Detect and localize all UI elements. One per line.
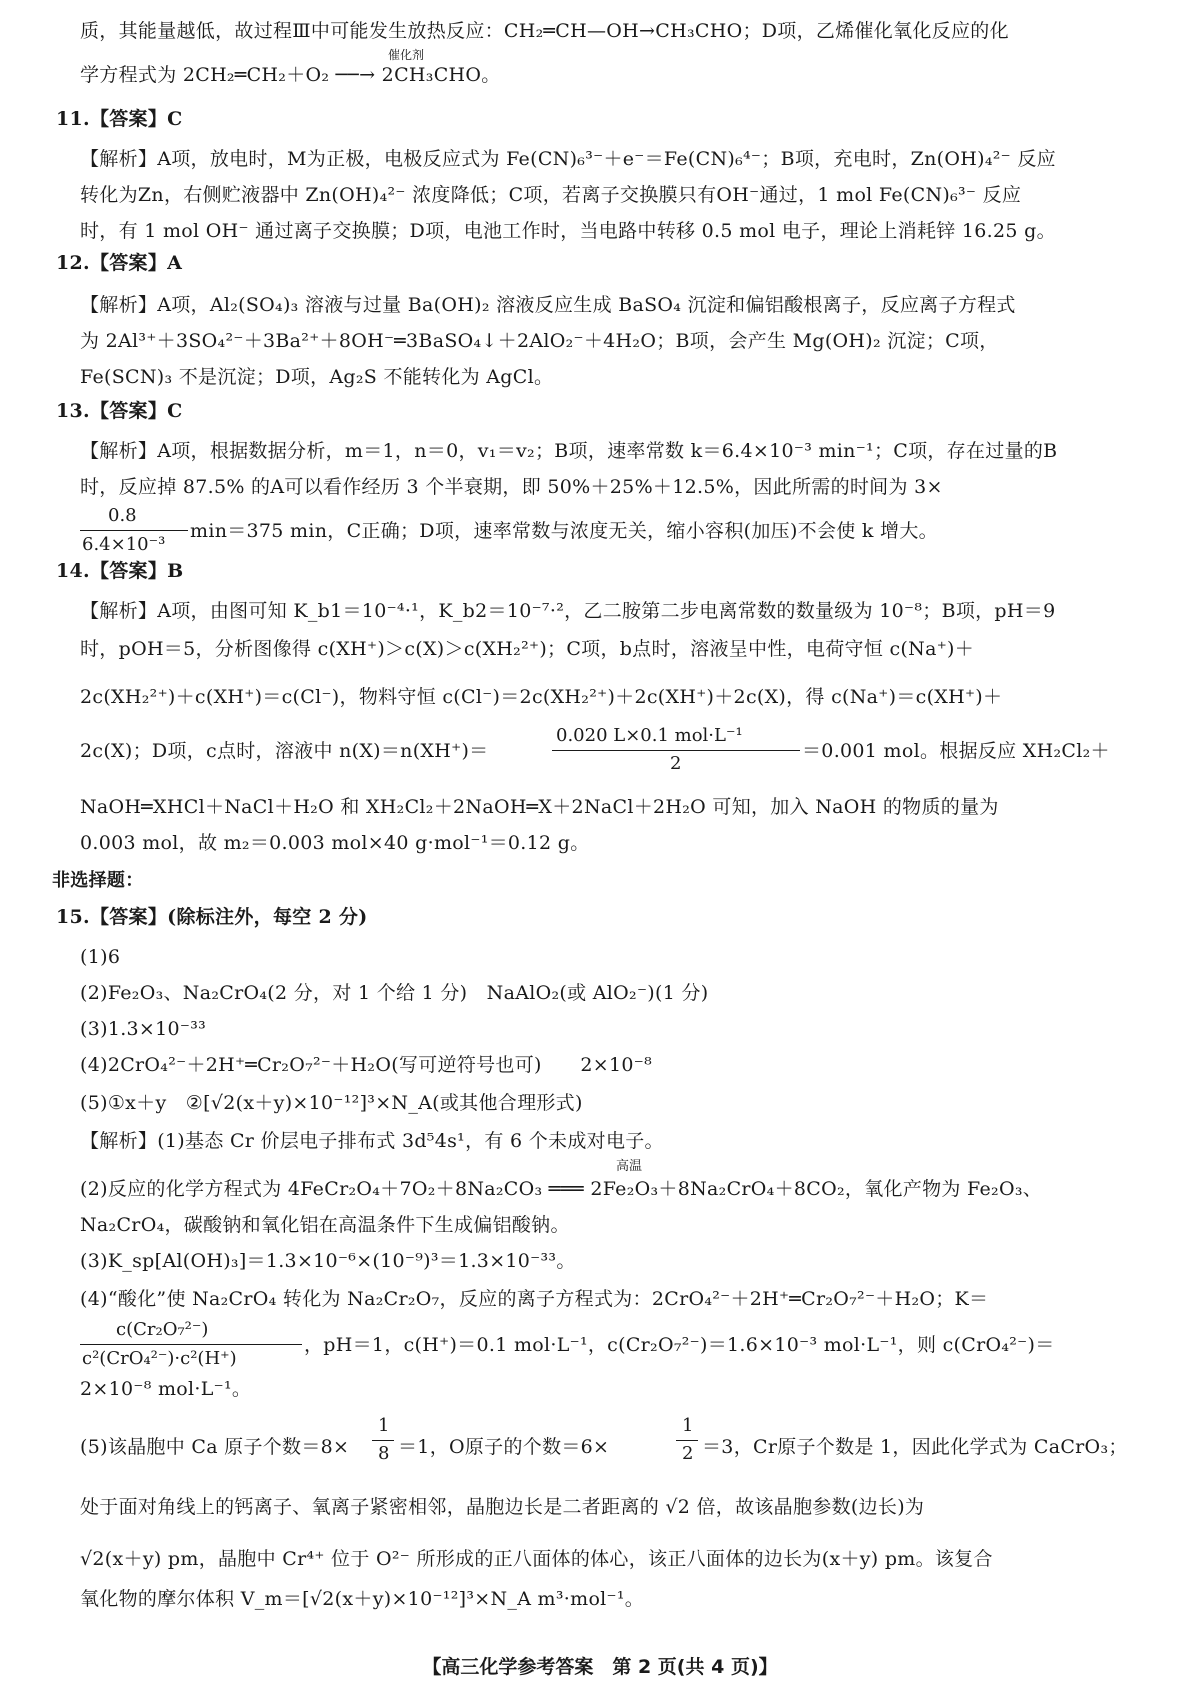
q14-analysis-line: 【解析】A项，由图可知 K_b1＝10⁻⁴·¹，K_b2＝10⁻⁷·²，乙二胺第二步电离常数的数量级为 10⁻⁸；B项，pH＝9 — [80, 600, 1056, 622]
q15-answer-item: (4)2CrO₄²⁻＋2H⁺═Cr₂O₇²⁻＋H₂O(写可逆符号也可) 2×10⁻⁸ — [80, 1054, 652, 1076]
q15-answer-item: (1)6 — [80, 946, 121, 968]
q12-analysis-line: 为 2Al³⁺＋3SO₄²⁻＋3Ba²⁺＋8OH⁻═3BaSO₄↓＋2AlO₂⁻＋4H₂O；B项，会产生 Mg(OH)₂ 沉淀；C项， — [80, 330, 999, 352]
q11-analysis-line: 【解析】A项，放电时，M为正极，电极反应式为 Fe(CN)₆³⁻＋e⁻＝Fe(CN)₆⁴⁻；B项，充电时，Zn(OH)₄²⁻ 反应 — [80, 148, 1056, 170]
q14-analysis-line: 0.003 mol，故 m₂＝0.003 mol×40 g·mol⁻¹＝0.12 g。 — [80, 832, 590, 854]
fraction-bar — [80, 1344, 302, 1345]
fraction-denominator: 2 — [670, 753, 682, 774]
q11-answer: 11.【答案】C — [56, 108, 183, 130]
q15-analysis-line: (2)反应的化学方程式为 4FeCr₂O₄＋7O₂＋8Na₂CO₃ ═══ 2Fe₂O₃＋8Na₂CrO₄＋8CO₂，氧化产物为 Fe₂O₃、 — [80, 1178, 1043, 1200]
section-heading: 非选择题： — [52, 870, 144, 891]
q12-analysis-line: Fe(SCN)₃ 不是沉淀；D项，Ag₂S 不能转化为 AgCl。 — [80, 366, 554, 388]
q13-analysis-line: min＝375 min，C正确；D项，速率常数与浓度无关，缩小容积(加压)不会使 k 增大。 — [190, 520, 938, 542]
q10-equation-line: 学方程式为 2CH₂═CH₂＋O₂ ──→ 2CH₃CHO。 — [80, 64, 501, 86]
q15-analysis-line: Na₂CrO₄，碳酸钠和氧化铝在高温条件下生成偏铝酸钠。 — [80, 1214, 570, 1236]
fraction-bar — [80, 530, 188, 531]
q15-analysis-line: ＝3，Cr原子个数是 1，因此化学式为 CaCrO₃； — [702, 1436, 1128, 1458]
q15-analysis-line: 【解析】(1)基态 Cr 价层电子排布式 3d⁵4s¹，有 6 个未成对电子。 — [80, 1130, 664, 1152]
q11-analysis-line: 时，有 1 mol OH⁻ 通过离子交换膜；D项，电池工作时，当电路中转移 0.5 mol 电子，理论上消耗锌 16.25 g。 — [80, 220, 1056, 242]
q15-answer-item: (2)Fe₂O₃、Na₂CrO₄(2 分，对 1 个给 1 分) NaAlO₂(或 AlO₂⁻)(1 分) — [80, 982, 709, 1004]
q12-answer: 12.【答案】A — [56, 252, 183, 274]
fraction-bar — [372, 1440, 394, 1441]
fraction-denominator: 6.4×10⁻³ — [82, 534, 166, 555]
q14-analysis-line: NaOH═XHCl＋NaCl＋H₂O 和 XH₂Cl₂＋2NaOH═X＋2NaCl＋2H₂O 可知，加入 NaOH 的物质的量为 — [80, 796, 999, 818]
catalyst-label: 催化剂 — [388, 48, 425, 62]
q15-answer-header: 15.【答案】(除标注外，每空 2 分) — [56, 906, 368, 928]
q15-answer-item: (5)①x＋y ②[√2(x＋y)×10⁻¹²]³×N_A(或其他合理形式) — [80, 1092, 583, 1114]
q13-analysis-line: 【解析】A项，根据数据分析，m＝1，n＝0，v₁＝v₂；B项，速率常数 k＝6.4×10⁻³ min⁻¹；C项，存在过量的B — [80, 440, 1058, 462]
q15-analysis-line: ＝1，O原子的个数＝6× — [398, 1436, 610, 1458]
q13-answer: 13.【答案】C — [56, 400, 183, 422]
fraction-numerator: 0.020 L×0.1 mol·L⁻¹ — [556, 725, 743, 746]
fraction-denominator: 8 — [378, 1443, 390, 1464]
q14-analysis-line: ＝0.001 mol。根据反应 XH₂Cl₂＋ — [802, 740, 1110, 762]
fraction-bar — [676, 1440, 698, 1441]
q10-text-line: 质，其能量越低，故过程Ⅲ中可能发生放热反应：CH₂═CH—OH→CH₃CHO；D项，乙烯催化氧化反应的化 — [80, 20, 1009, 42]
q14-analysis-line: 时，pOH＝5，分析图像得 c(XH⁺)＞c(X)＞c(XH₂²⁺)；C项，b点时，溶液呈中性，电荷守恒 c(Na⁺)＋ — [80, 638, 975, 660]
fraction-numerator: c(Cr₂O₇²⁻) — [116, 1319, 209, 1340]
fraction-bar — [552, 750, 800, 751]
fraction-denominator: 2 — [682, 1443, 694, 1464]
q15-answer-item: (3)1.3×10⁻³³ — [80, 1018, 207, 1040]
fraction-numerator: 0.8 — [108, 505, 137, 526]
q15-analysis-line: (4)“酸化”使 Na₂CrO₄ 转化为 Na₂Cr₂O₇，反应的离子方程式为：2CrO₄²⁻＋2H⁺═Cr₂O₇²⁻＋H₂O；K＝ — [80, 1288, 989, 1310]
page-footer: 【高三化学参考答案 第 2 页(共 4 页)】 — [422, 1656, 778, 1678]
q15-analysis-line: √2(x＋y) pm，晶胞中 Cr⁴⁺ 位于 O²⁻ 所形成的正八面体的体心，该正八面体的边长为(x＋y) pm。该复合 — [80, 1548, 993, 1570]
q15-analysis-line: 氧化物的摩尔体积 V_m＝[√2(x＋y)×10⁻¹²]³×N_A m³·mol⁻¹。 — [80, 1588, 645, 1610]
fraction-numerator: 1 — [378, 1415, 390, 1436]
q14-answer: 14.【答案】B — [56, 560, 184, 582]
q15-analysis-line: 处于面对角线上的钙离子、氧离子紧密相邻，晶胞边长是二者距离的 √2 倍，故该晶胞参数(边长)为 — [80, 1496, 925, 1518]
q15-analysis-line: (5)该晶胞中 Ca 原子个数＝8× — [80, 1436, 350, 1458]
q13-analysis-line: 时，反应掉 87.5% 的A可以看作经历 3 个半衰期，即 50%＋25%＋12.5%，因此所需的时间为 3× — [80, 476, 943, 498]
q15-analysis-line: ，pH＝1，c(H⁺)＝0.1 mol·L⁻¹，c(Cr₂O₇²⁻)＝1.6×10⁻³ mol·L⁻¹，则 c(CrO₄²⁻)＝ — [304, 1334, 1055, 1356]
q11-analysis-line: 转化为Zn，右侧贮液器中 Zn(OH)₄²⁻ 浓度降低；C项，若离子交换膜只有OH⁻通过，1 mol Fe(CN)₆³⁻ 反应 — [80, 184, 1022, 206]
fraction-denominator: c²(CrO₄²⁻)·c²(H⁺) — [82, 1348, 237, 1369]
q15-analysis-line: 2×10⁻⁸ mol·L⁻¹。 — [80, 1378, 252, 1400]
fraction-numerator: 1 — [682, 1415, 694, 1436]
q14-analysis-line: 2c(XH₂²⁺)＋c(XH⁺)＝c(Cl⁻)，物料守恒 c(Cl⁻)＝2c(XH₂²⁺)＋2c(XH⁺)＋2c(X)，得 c(Na⁺)＝c(XH⁺)＋ — [80, 686, 1003, 708]
q15-analysis-line: (3)K_sp[Al(OH)₃]＝1.3×10⁻⁶×(10⁻⁹)³＝1.3×10⁻³³。 — [80, 1250, 576, 1272]
high-temperature-label: 高温 — [616, 1159, 643, 1174]
q12-analysis-line: 【解析】A项，Al₂(SO₄)₃ 溶液与过量 Ba(OH)₂ 溶液反应生成 BaSO₄ 沉淀和偏铝酸根离子，反应离子方程式 — [80, 294, 1016, 316]
q14-analysis-line: 2c(X)；D项，c点时，溶液中 n(X)＝n(XH⁺)＝ — [80, 740, 489, 762]
